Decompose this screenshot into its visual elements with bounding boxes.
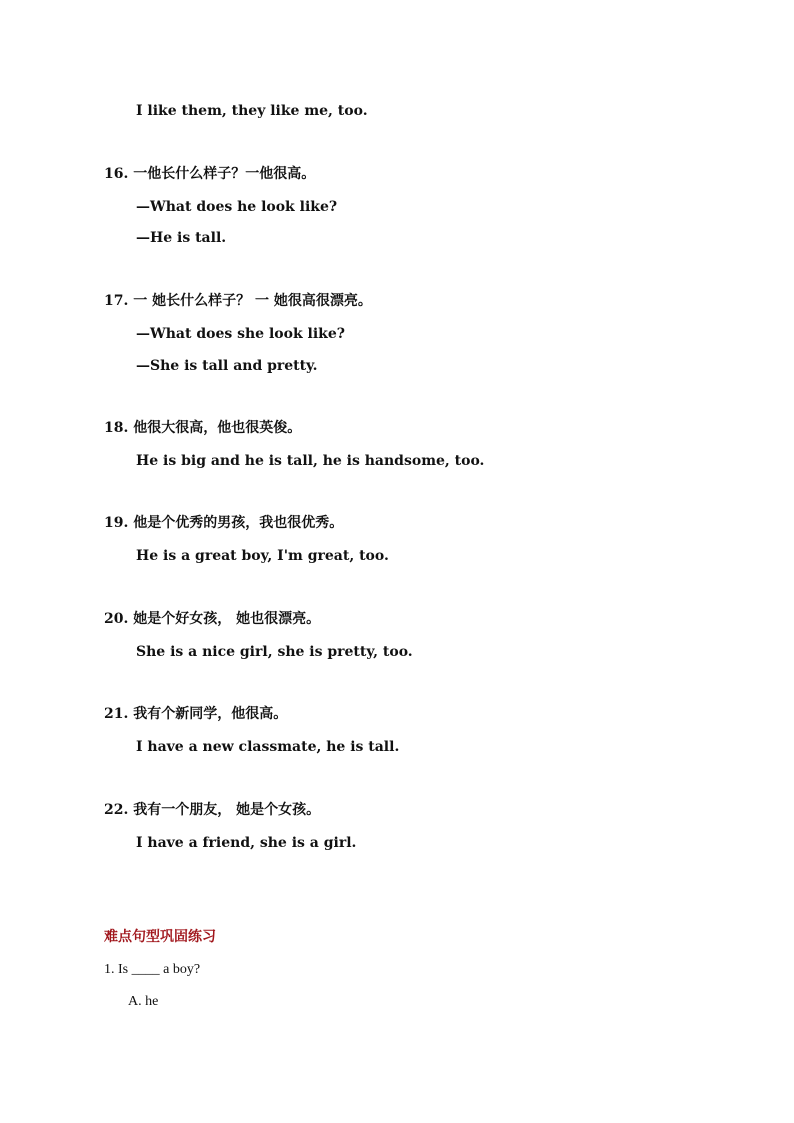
item-number: 21. — [104, 706, 129, 722]
item-chinese: 一 她长什么样子？ 一 她很高很漂亮。 — [133, 293, 372, 309]
item-chinese: 我有一个朋友， 她是个女孩。 — [133, 802, 321, 818]
item-chinese: 他是个优秀的男孩，我也很优秀。 — [133, 515, 344, 531]
item-18-heading — [104, 419, 301, 437]
item-number: 22. — [104, 802, 129, 818]
item-number: 19. — [104, 515, 129, 531]
item-16-heading — [104, 165, 315, 183]
item-18-en: He is big and he is tall, he is handsome, too. — [136, 453, 485, 469]
item-20-en: She is a nice girl, she is pretty, too. — [136, 644, 413, 660]
item-22-heading — [104, 801, 320, 819]
item-16-en-question: —What does he look like? — [136, 199, 338, 215]
item-chinese: 他很大很高，他也很英俊。 — [133, 420, 302, 436]
item-number: 20. — [104, 611, 129, 627]
item-19-en: He is a great boy, I'm great, too. — [136, 548, 389, 564]
item-chinese: 她是个好女孩， 她也很漂亮。 — [133, 611, 321, 627]
item-20-heading — [104, 610, 320, 628]
item-21-en: I have a new classmate, he is tall. — [136, 739, 400, 755]
item-17-en-question: —What does she look like? — [136, 326, 345, 342]
item-number: 17. — [104, 293, 129, 309]
item-19-heading — [104, 514, 343, 532]
sentence-en: I like them, they like me, too. — [136, 103, 368, 119]
item-17-heading — [104, 292, 372, 310]
item-22-en: I have a friend, she is a girl. — [136, 835, 357, 851]
exercise-question: 1. Is ____ a boy? — [104, 962, 201, 977]
item-16-en-answer: —He is tall. — [136, 230, 227, 246]
exercise-option-a: A. he — [128, 994, 159, 1009]
item-number: 18. — [104, 420, 129, 436]
item-17-en-answer: —She is tall and pretty. — [136, 358, 318, 374]
item-number: 16. — [104, 166, 129, 182]
item-chinese: 一他长什么样子？一他很高。 — [133, 166, 316, 182]
section-title: 难点句型巩固练习 — [104, 929, 216, 945]
item-chinese: 我有个新同学，他很高。 — [133, 706, 288, 722]
item-21-heading — [104, 705, 287, 723]
